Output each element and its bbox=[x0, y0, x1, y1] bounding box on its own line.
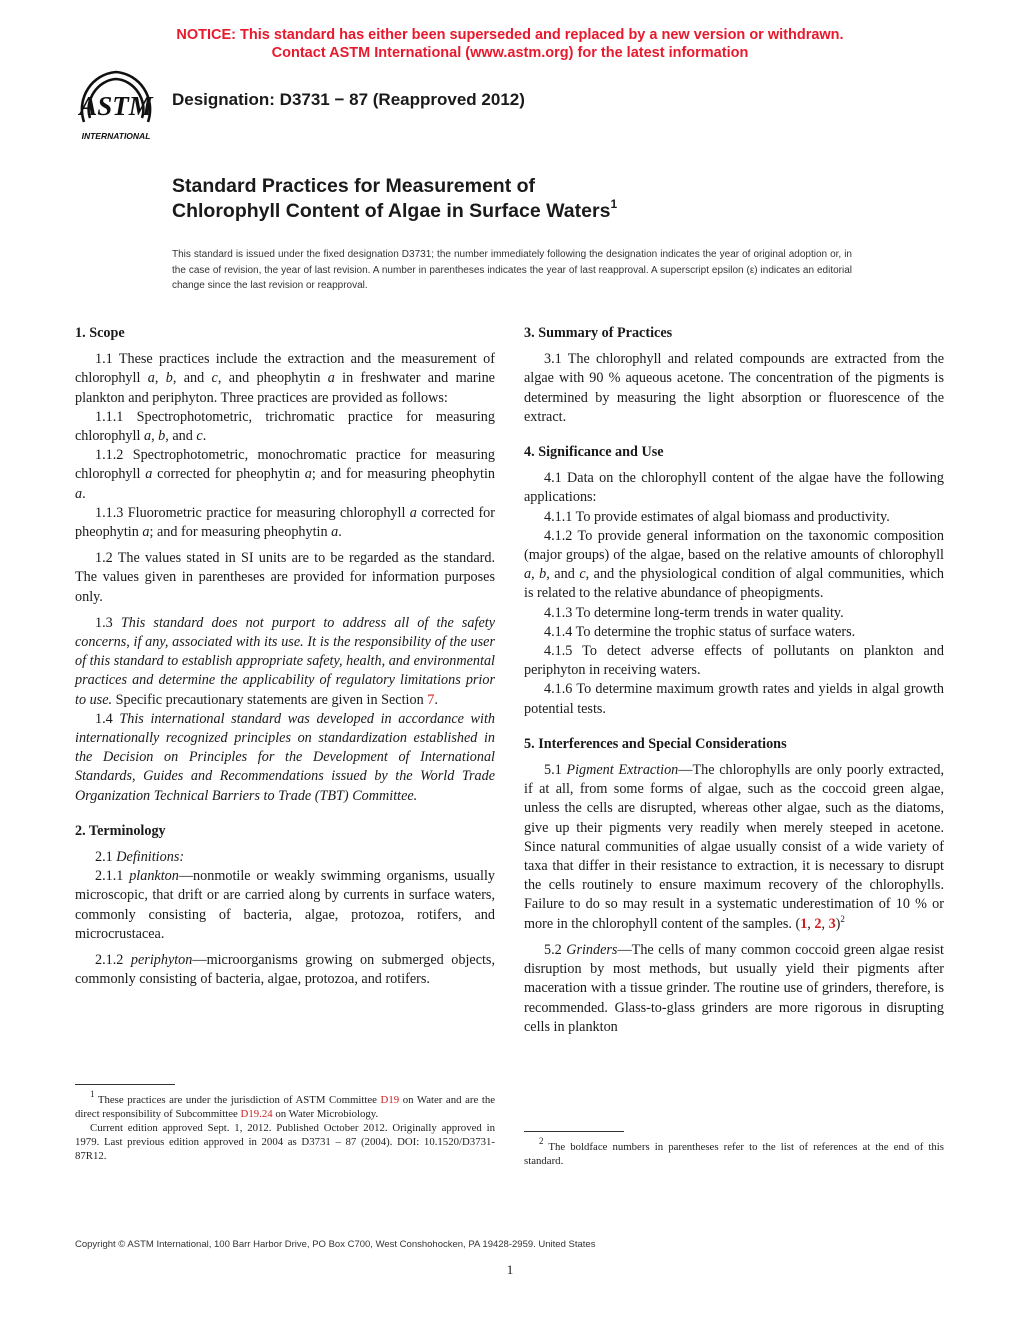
footnote-1-line-1: $^1$ These practices are under the jurisdiction of ASTM Committee D19 on Water and are the direct responsibility of Subcommittee D19.24 on Water Microbiology. bbox=[75, 1089, 496, 1120]
para-1-1-3: 1.1.3 Fluorometric practice for measuring chlorophyll a corrected for pheophytin a; and for measuring pheophytin a. bbox=[75, 504, 495, 541]
para-1-4: 1.4 This international standard was developed in accordance with internationally recognized principles on standardization established in the Decision on Principles for the Development of International Standards, Guides and Recommendations issued by the World Trade Organization Technical Barriers to Trade (TBT) Committee. bbox=[75, 710, 495, 804]
designation: Designation: D3731 − 87 (Reapproved 2012) bbox=[172, 90, 525, 109]
copyright-line: Copyright © ASTM International, 100 Barr Harbor Drive, PO Box C700, West Conshohocken, PA 19428-2959. United States bbox=[75, 1239, 596, 1250]
title-line-1: Standard Practices for Measurement of bbox=[172, 175, 536, 197]
reference-2-link[interactable]: 2 bbox=[814, 915, 822, 932]
footnote-rule-right bbox=[524, 1131, 624, 1132]
title-line-2 bbox=[172, 199, 617, 224]
para-1-1: 1.1 These practices include the extraction and the measurement of chlorophyll a, b, and c, and pheophytin a in freshwater and marine plankton and periphyton. Three practices are provided as follows: bbox=[75, 351, 495, 406]
footnote-2: $^2$ The boldface numbers in parentheses refer to the list of references at the end of this standard. bbox=[524, 1136, 944, 1167]
para-4-1: 4.1 Data on the chlorophyll content of the algae have the following applications: bbox=[524, 470, 944, 506]
reference-3-link[interactable]: 3 bbox=[828, 915, 836, 932]
footnote-rule-left bbox=[75, 1084, 175, 1085]
left-column bbox=[75, 324, 495, 990]
para-2-1: 2.1 Definitions: bbox=[95, 849, 185, 866]
notice-line-2: Contact ASTM International (www.astm.org) for the latest information bbox=[271, 45, 749, 61]
para-4-1-5: 4.1.5 To detect adverse effects of pollutants on plankton and periphyton in receiving waters. bbox=[524, 643, 944, 679]
para-2-1-1: 2.1.1 plankton—nonmotile or weakly swimming organisms, usually microscopic, that drift or are carried along by currents in surface waters, commonly consisting of bacteria, algae, protozoa, rotifers, and microcrustacea. bbox=[75, 868, 495, 942]
para-5-1: 5.1 Pigment Extraction—The chlorophylls are only poorly extracted, if at all, from some forms of algae, such as the coccoid green algae, unless the cells are disrupted, whereas other algae, such as the diatoms, give up their pigments very readily when merely steeped in acetone. Since natural communities of algae usually consist of a wide variety of taxa that differ in their resistance to extraction, it is necessary to disrupt the cells routinely to ensure maximum recovery of the chlorophylls. Failure to do so may result in a systematic underestimation of 10 % or more in the chlorophyll content of the samples. (1, 2, 3)$^2$ bbox=[524, 762, 944, 932]
notice-line-1: NOTICE: This standard has either been superseded and replaced by a new version or withdrawn. bbox=[176, 27, 844, 43]
para-4-1-4: 4.1.4 To determine the trophic status of surface waters. bbox=[544, 623, 856, 640]
page-title bbox=[172, 174, 617, 224]
standard-intro-note: This standard is issued under the fixed designation D3731; the number immediately following the designation indicates the year of original adoption or, in the case of revision, the year of last revision. A number in parentheses indicates the year of last reapproval. A superscript epsilon (ε) indicates an editorial change since the last revision or reapproval. bbox=[172, 249, 852, 291]
para-4-1-3: 4.1.3 To determine long-term trends in water quality. bbox=[544, 604, 844, 621]
para-5-2: 5.2 Grinders—The cells of many common coccoid green algae resist disruption by most methods, but usually yield their pigments after maceration with a tissue grinder. The routine use of grinders, therefore, is recommended. Glass-to-glass grinders are more rigorous in disrupting cells in plankton bbox=[524, 941, 945, 1035]
para-1-2: 1.2 The values stated in SI units are to be regarded as the standard. The values given in parentheses are provided for information purposes only. bbox=[75, 550, 495, 605]
para-1-1-2: 1.1.2 Spectrophotometric, monochromatic practice for measuring chlorophyll a corrected for pheophytin a; and for measuring pheophytin a. bbox=[75, 447, 495, 502]
reference-1-link[interactable]: 1 bbox=[800, 915, 808, 932]
para-1-3: 1.3 This standard does not purport to address all of the safety concerns, if any, associated with its use. It is the responsibility of the user of this standard to establish appropriate safety, health, and environmental practices and determine the applicability of regulatory limitations prior to use. Specific precautionary statements are given in Section 7. bbox=[75, 614, 495, 708]
astm-logo bbox=[70, 68, 162, 144]
right-column bbox=[524, 324, 944, 1037]
para-4-1-6: 4.1.6 To determine maximum growth rates and yields in algal growth potential tests. bbox=[524, 681, 944, 717]
footnote-2-mark: 2 bbox=[840, 913, 845, 924]
section-heading-significance: 4. Significance and Use bbox=[524, 444, 664, 461]
logo-letters: ASTM bbox=[79, 91, 153, 121]
section-7-link[interactable]: 7 bbox=[427, 691, 435, 708]
page-number: 1 bbox=[506, 1262, 514, 1277]
para-4-1-1: 4.1.1 To provide estimates of algal biomass and productivity. bbox=[544, 508, 890, 525]
title-footnote-mark: 1 bbox=[610, 197, 618, 211]
para-4-1-2: 4.1.2 To provide general information on the taxonomic composition (major groups) of the algae, based on the relative amounts of chlorophyll a, b, and c, and the physiological condition of algal communities, which is related to the relative abundance of pheopigments. bbox=[524, 527, 944, 602]
section-heading-terminology: 2. Terminology bbox=[75, 822, 166, 839]
committee-d19-link[interactable]: D19 bbox=[380, 1094, 400, 1106]
para-2-1-2: 2.1.2 periphyton—microorganisms growing on submerged objects, commonly consisting of bacteria, algae, protozoa, and rotifers. bbox=[75, 952, 495, 988]
withdrawal-notice bbox=[0, 26, 1020, 62]
footnote-1-line-2: Current edition approved Sept. 1, 2012. Published October 2012. Originally approved in 1979. Last previous edition approved in 2004 as D3731 – 87 (2004). DOI: 10.1520/D3731-87R12. bbox=[75, 1122, 495, 1162]
logo-caption: INTERNATIONAL bbox=[81, 131, 151, 141]
para-3-1: 3.1 The chlorophyll and related compounds are extracted from the algae with 90 % aqueous acetone. The concentration of the pigments is determined by measuring the light absorption or fluorescence of the extract. bbox=[524, 351, 944, 425]
section-heading-interferences: 5. Interferences and Special Considerations bbox=[524, 735, 787, 752]
section-heading-summary: 3. Summary of Practices bbox=[524, 325, 673, 341]
section-heading-scope: 1. Scope bbox=[75, 325, 125, 341]
para-1-1-1: 1.1.1 Spectrophotometric, trichromatic practice for measuring chlorophyll a, b, and c. bbox=[75, 408, 495, 445]
subcommittee-d19-24-link[interactable]: D19.24 bbox=[240, 1108, 273, 1120]
title-line-2-text: Chlorophyll Content of Algae in Surface Waters bbox=[172, 200, 611, 222]
footnote-1 bbox=[75, 1089, 496, 1163]
